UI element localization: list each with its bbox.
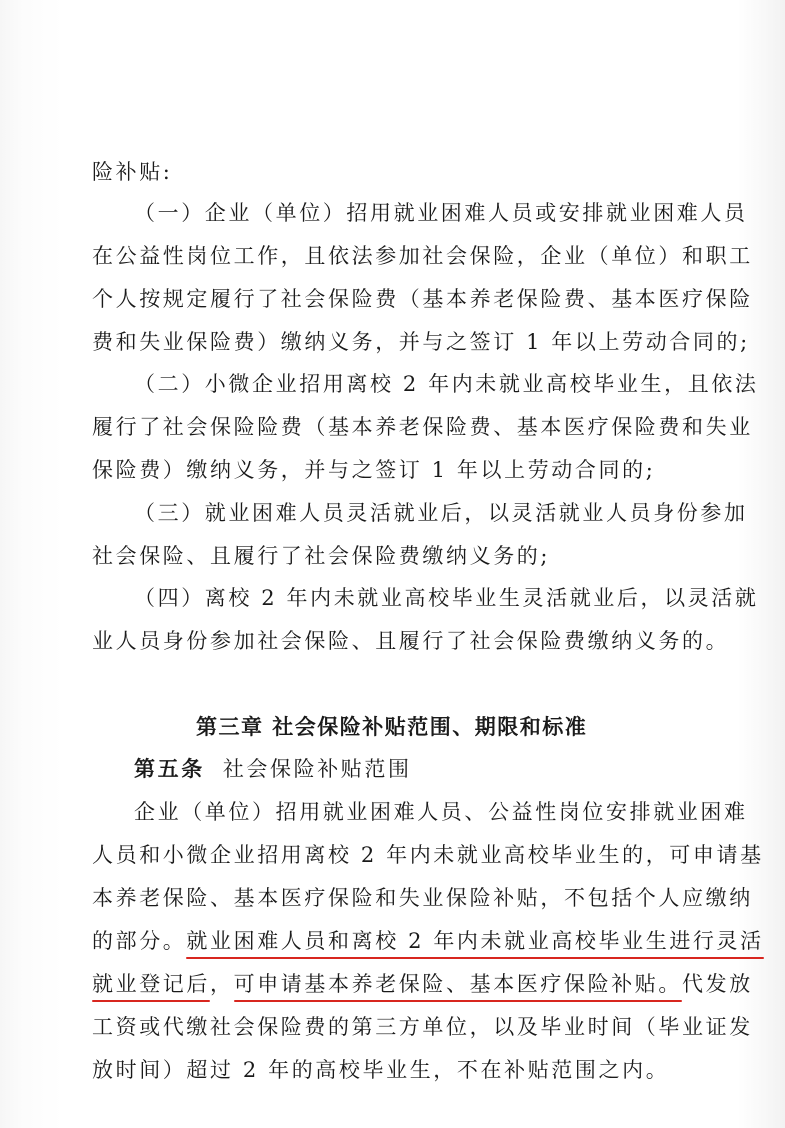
text-line: 费和失业保险费）缴纳义务，并与之签订 1 年以上劳动合同的; (92, 330, 750, 354)
text-line: 人员和小微企业招用离校 2 年内未就业高校毕业生的，可申请基 (92, 843, 764, 867)
text-line: 保险费）缴纳义务，并与之签订 1 年以上劳动合同的; (92, 458, 656, 482)
text-segment: ， (210, 972, 234, 996)
text-line (0, 927, 785, 955)
text-line: 企业（单位）招用就业困难人员、公益性岗位安排就业困难 (134, 800, 748, 824)
text-line (0, 970, 785, 998)
text-line: （三）就业困难人员灵活就业后，以灵活就业人员身份参加 (134, 501, 748, 525)
article-heading (0, 755, 785, 783)
text-segment: 代发放 (682, 972, 753, 996)
text-line: 个人按规定履行了社会保险费（基本养老保险费、基本医疗保险 (92, 287, 753, 311)
red-underlined-text: 就业困难人员和离校 2 年内未就业高校毕业生进行灵活 (186, 929, 764, 953)
text-line: 业人员身份参加社会保险、且履行了社会保险费缴纳义务的。 (92, 629, 730, 653)
text-line: （一）企业（单位）招用就业困难人员或安排就业困难人员 (134, 201, 748, 225)
text-line: 放时间）超过 2 年的高校毕业生，不在补贴范围之内。 (92, 1058, 670, 1082)
text-line: 社会保险、且履行了社会保险费缴纳义务的; (92, 544, 551, 568)
text-line: 工资或代缴社会保险费的第三方单位，以及毕业时间（毕业证发 (92, 1015, 753, 1039)
text-segment: 的部分。 (92, 929, 187, 953)
red-underlined-text: 可申请基本养老保险、基本医疗保险补贴。 (233, 972, 683, 996)
text-line: 在公益性岗位工作，且依法参加社会保险，企业（单位）和职工 (92, 244, 753, 268)
article-title: 社会保险补贴范围 (222, 757, 412, 781)
text-line: 险补贴: (92, 160, 173, 184)
text-line: 履行了社会保险险费（基本养老保险费、基本医疗保险费和失业 (92, 415, 753, 439)
text-line: （二）小微企业招用离校 2 年内未就业高校毕业生，且依法 (134, 372, 759, 396)
chapter-title: 第三章 社会保险补贴范围、期限和标准 (196, 715, 588, 739)
text-line: 本养老保险、基本医疗保险和失业保险补贴，不包括个人应缴纳 (92, 886, 753, 910)
text-line: （四）离校 2 年内未就业高校毕业生灵活就业后，以灵活就 (134, 586, 759, 610)
article-number: 第五条 (134, 757, 205, 781)
red-underlined-text: 就业登记后 (92, 972, 210, 996)
